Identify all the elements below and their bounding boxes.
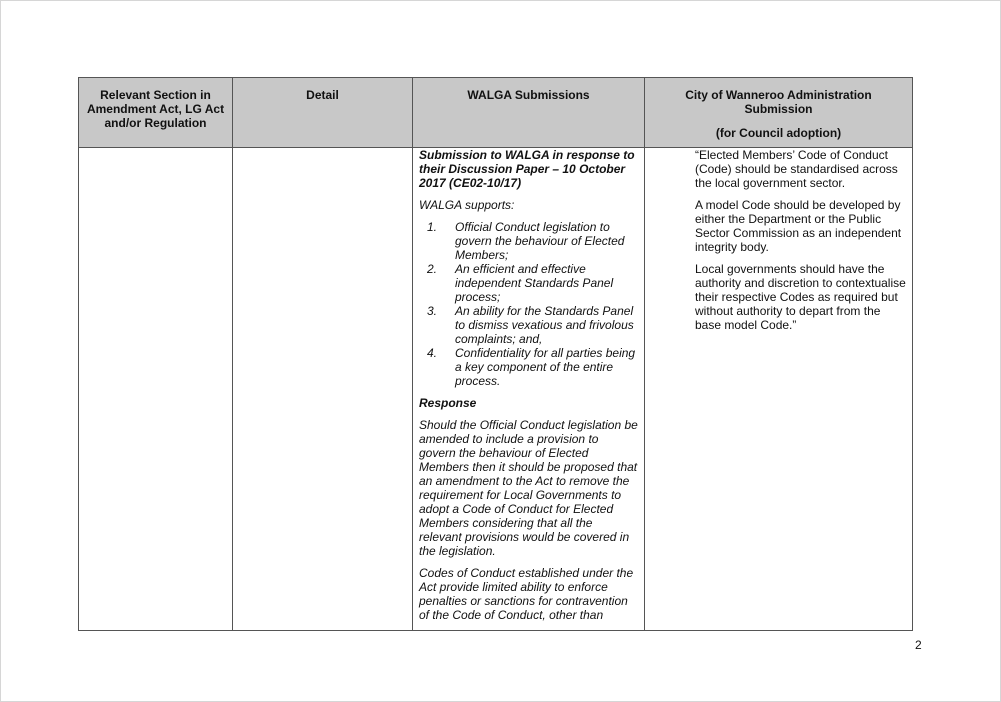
list-item-number: 3. [427,304,438,318]
list-item-text: Confidentiality for all parties being a key component of the entire process. [455,346,636,388]
list-item-text: Official Conduct legislation to govern the behaviour of Elected Members; [455,220,625,262]
walga-supports-intro: WALGA supports: [419,198,515,212]
walga-response-paragraph-continued: Codes of Conduct established under the Act provide limited ability to enforce penalties or sanctions for contravention of the Code of Conduct, other than [419,566,634,622]
cell-city-submission [645,148,913,631]
cell-detail [233,148,413,631]
walga-response-paragraph: Should the Official Conduct legislation be amended to include a provision to govern the behaviour of Elected Members then it should be proposed that an amendment to the Act to remove the requirement for Local Governments to adopt a Code of Conduct for Elected Members considering that all the relevant provisions would be covered in the legislation. [419,418,638,558]
list-item [419,346,638,388]
city-paragraph: “Elected Members’ Code of Conduct (Code) should be standardised across the local government sector. [695,148,898,190]
cell-relevant-section [79,148,233,631]
list-item [419,262,638,304]
header-relevant-section [79,78,233,148]
walga-supports-list [419,220,638,388]
header-detail [233,78,413,148]
page-number: 2 [915,638,922,652]
header-city-submission [645,78,913,148]
header-city-label: City of Wanneroo Administration Submission [685,88,872,116]
city-paragraph: Local governments should have the authority and discretion to contextualise their respective Codes as required but without authority to depart from the base model Code.” [695,262,906,332]
table-header-row [79,78,913,148]
list-item [419,304,638,346]
list-item-number: 1. [427,220,438,234]
table-row [79,148,913,631]
list-item-text: An ability for the Standards Panel to dismiss vexatious and frivolous complaints; and, [455,304,634,346]
walga-response-heading: Response [419,396,477,410]
list-item [419,220,638,262]
header-detail-label: Detail [306,88,339,102]
submissions-table [78,77,913,631]
header-relevant-section-label: Relevant Section in Amendment Act, LG Act and/or Regulation [86,88,225,130]
list-item-number: 4. [427,346,438,360]
list-item-text: An efficient and effective independent Standards Panel process; [455,262,614,304]
list-item-number: 2. [427,262,438,276]
cell-walga-submission [413,148,645,631]
header-walga-submissions [413,78,645,148]
city-paragraph: A model Code should be developed by either the Department or the Public Sector Commission as an independent integrity body. [695,198,902,254]
header-city-sublabel: (for Council adoption) [715,126,842,140]
header-walga-label: WALGA Submissions [467,88,590,102]
walga-heading: Submission to WALGA in response to their Discussion Paper – 10 October 2017 (CE02-10/17) [419,148,635,190]
